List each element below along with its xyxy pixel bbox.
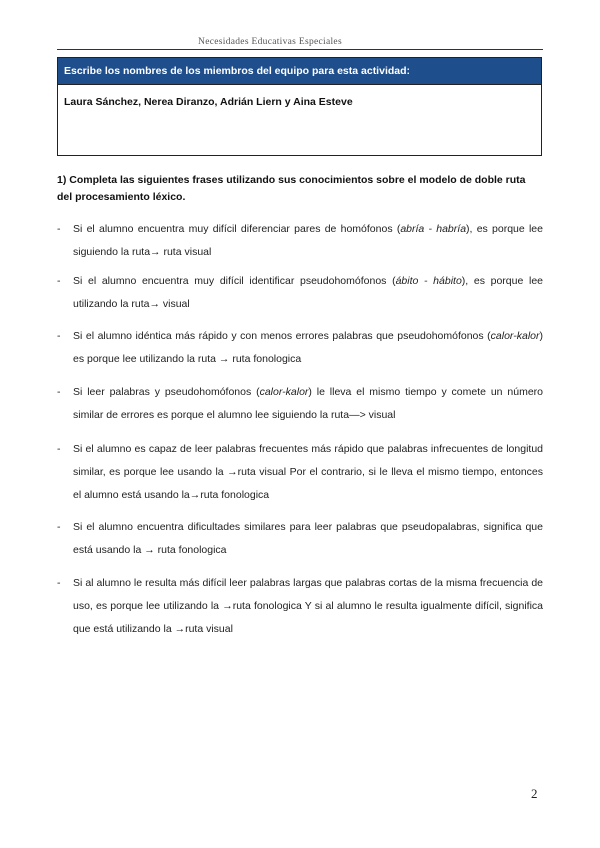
list-item	[57, 516, 543, 562]
item-answer: ) le lleva el mismo tiempo y comete un número similar de errores es porque el alumno lee siguiendo la ruta—> visual	[73, 386, 543, 421]
team-members-box	[57, 57, 542, 156]
list-bullet: -	[57, 521, 61, 533]
page-header-title: Necesidades Educativas Especiales	[198, 37, 342, 47]
item-text: Si el alumno encuentra dificultades similares para leer palabras que pseudopalabras, significa que está usando la → ruta fonologica	[73, 521, 543, 556]
list-bullet: -	[57, 330, 61, 342]
list-bullet: -	[57, 386, 61, 398]
item-answer: ), es porque lee siguiendo la ruta→ ruta visual	[73, 223, 543, 258]
list-item	[57, 270, 543, 316]
header-divider	[57, 49, 543, 50]
item-text: Si el alumno encuentra muy difícil diferenciar pares de homófonos (	[73, 223, 401, 235]
item-answer: ), es porque lee utilizando la ruta→ visual	[73, 275, 544, 310]
page-number: 2	[531, 786, 538, 801]
list-bullet: -	[57, 223, 61, 235]
item-example: abría - habría	[400, 223, 467, 235]
team-members-text: Laura Sánchez, Nerea Diranzo, Adrián Liern y Aina Esteve	[64, 96, 353, 108]
item-text: Si leer palabras y pseudohomófonos (	[73, 386, 260, 398]
item-example: calor-kalor	[259, 386, 309, 398]
item-text: Si el alumno idéntica más rápido y con menos errores palabras que pseudohomófonos (	[73, 330, 491, 342]
list-bullet: -	[57, 577, 61, 589]
team-prompt: Escribe los nombres de los miembros del equipo para esta actividad:	[58, 58, 541, 85]
item-answer: ) es porque lee utilizando la ruta → ruta fonologica	[73, 330, 543, 365]
item-example: ábito - hábito	[395, 275, 462, 287]
list-item	[57, 381, 543, 427]
item-example: calor-kalor	[490, 330, 540, 342]
item-text: Si al alumno le resulta más difícil leer palabras largas que palabras cortas de la misma frecuencia de uso, es porque lee utilizando la →ruta fonologica Y si al alumno le resulta igualmente difícil, significa que está utilizando la →ruta visual	[73, 577, 543, 635]
item-text: Si el alumno es capaz de leer palabras frecuentes más rápido que palabras infrecuentes de longitud similar, es porque lee usando la →ruta visual Por el contrario, si le lleva el mismo tiempo, entonces el alumno está usando la→ruta fonologica	[73, 443, 543, 501]
item-text: Si el alumno encuentra muy difícil identificar pseudohomófonos (	[73, 275, 396, 287]
list-bullet: -	[57, 275, 61, 287]
list-bullet: -	[57, 443, 61, 455]
list-item	[57, 218, 543, 264]
list-item	[57, 572, 543, 641]
list-item	[57, 325, 543, 371]
list-item	[57, 438, 543, 507]
question-heading: 1) Completa las siguientes frases utilizando sus conocimientos sobre el modelo de doble ruta del procesamiento léxico.	[57, 174, 526, 203]
